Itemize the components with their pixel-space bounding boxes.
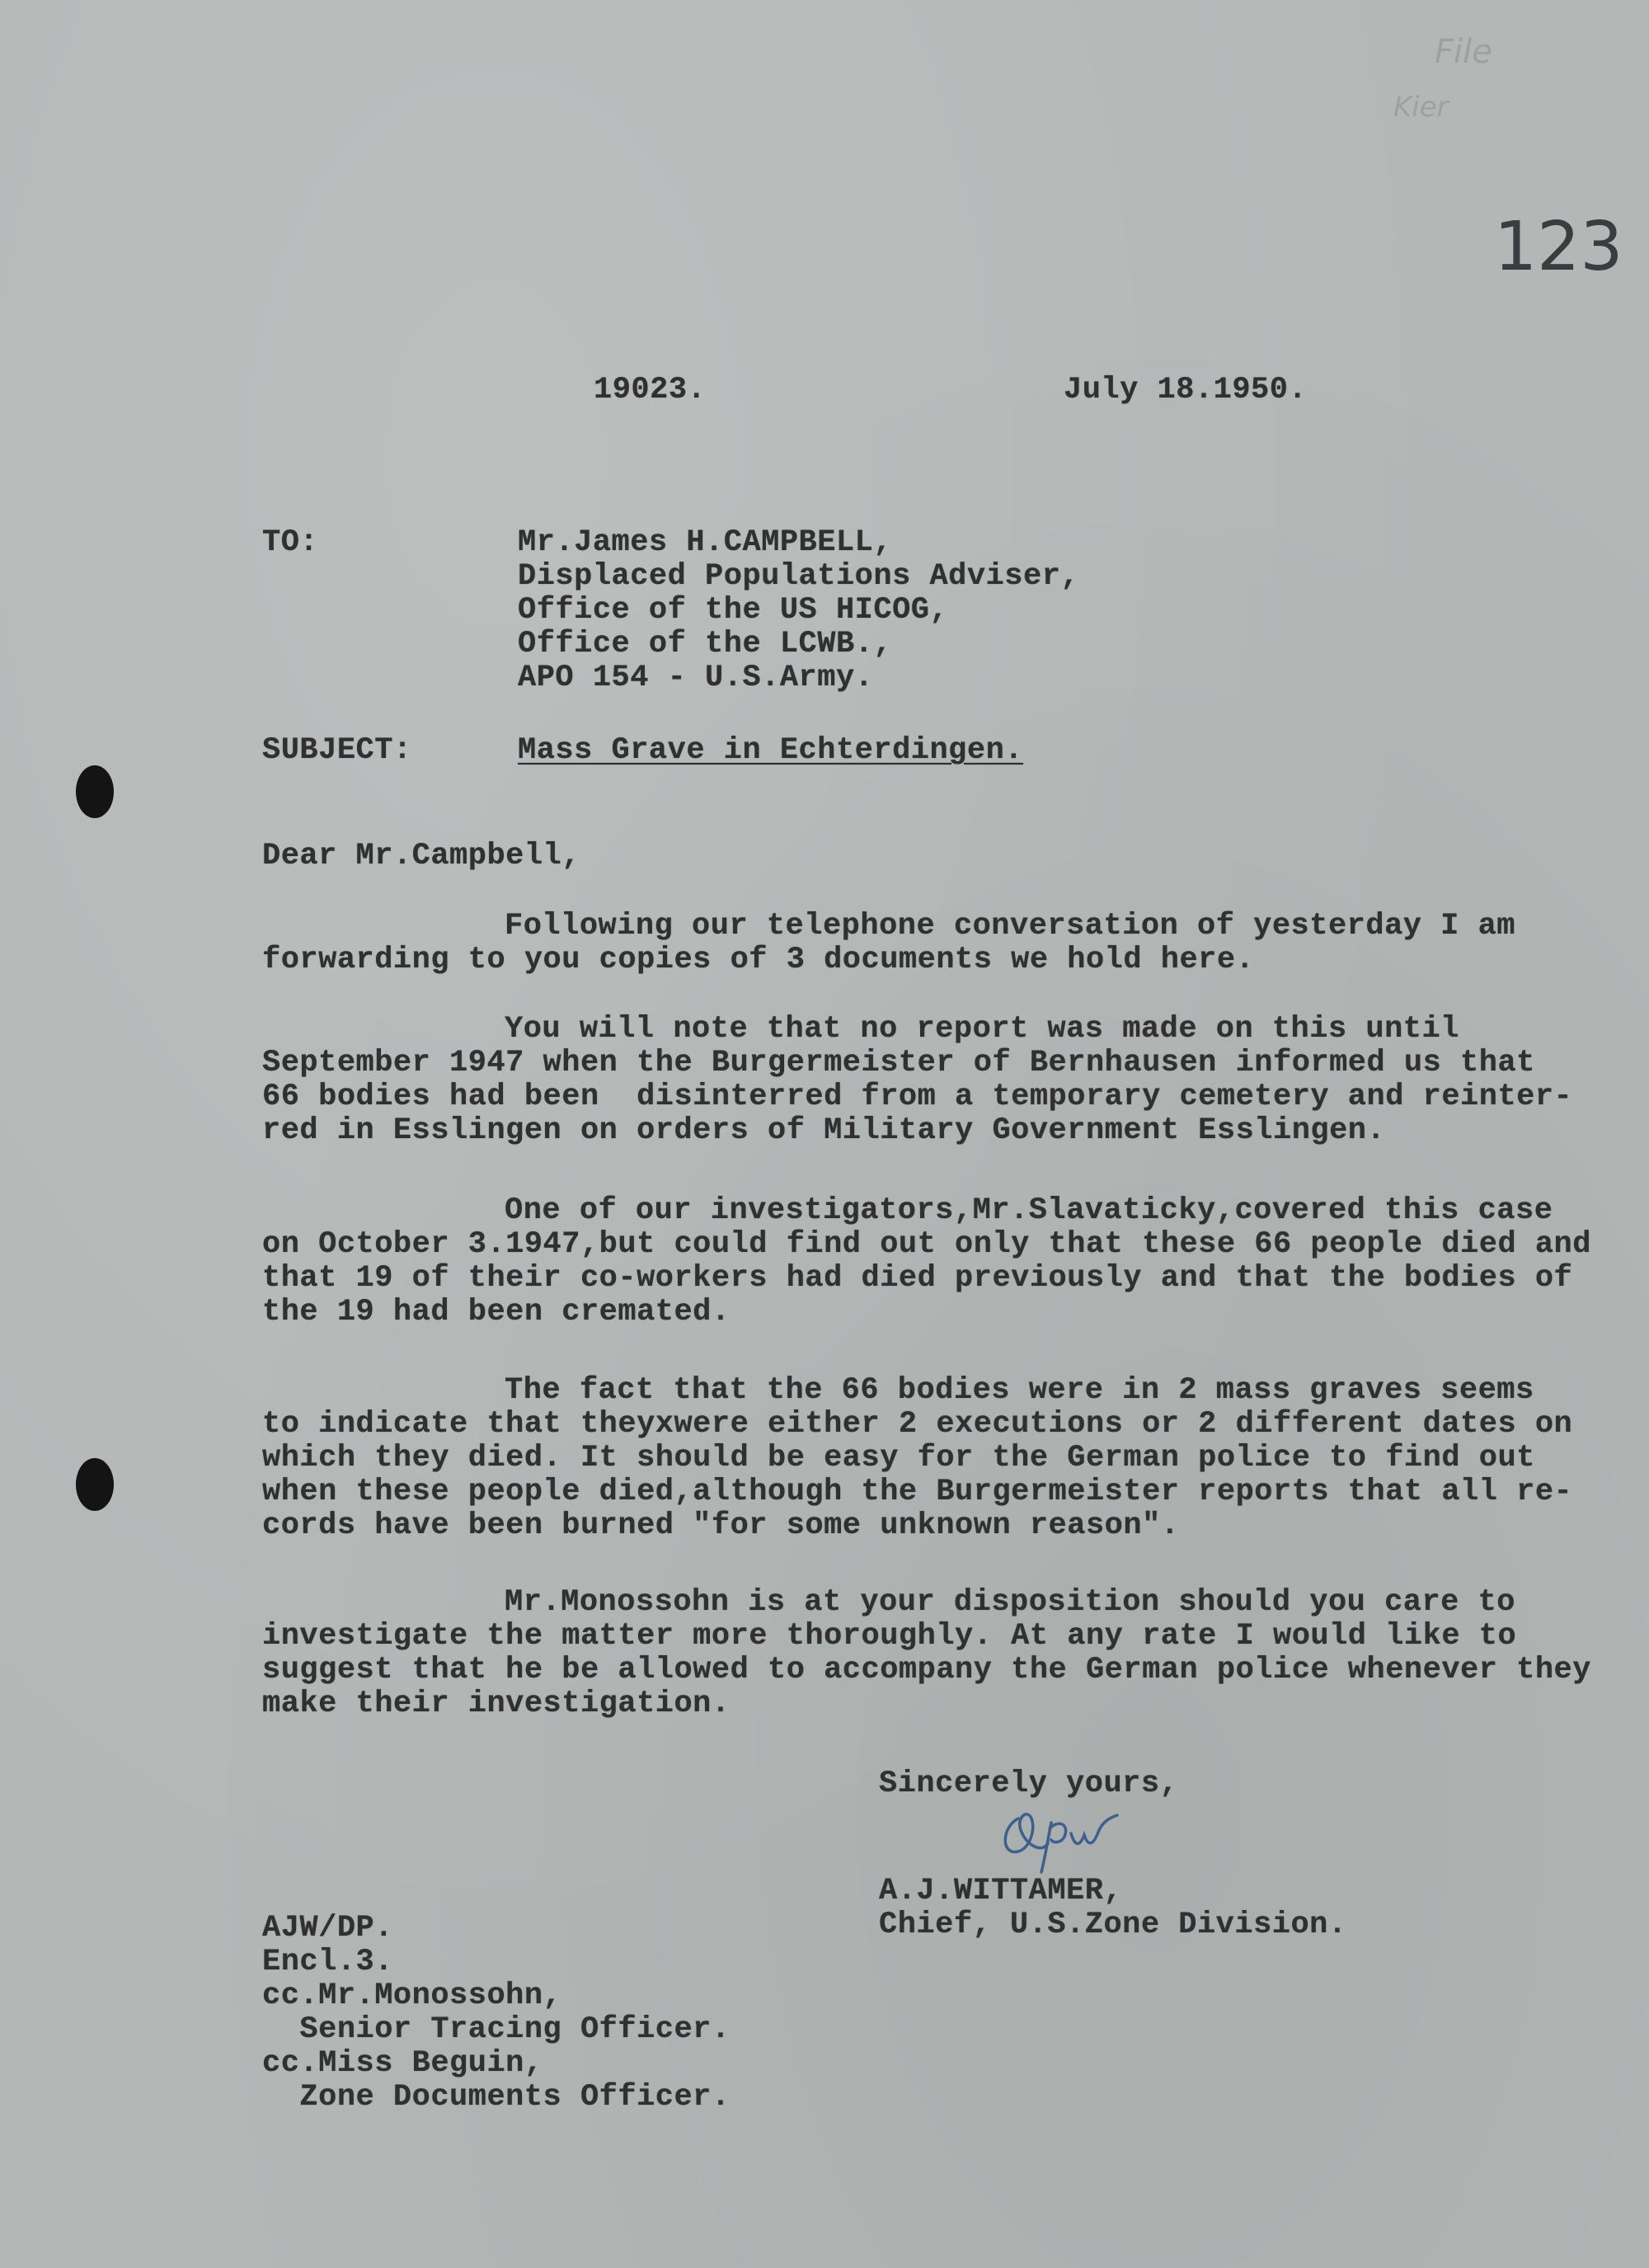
body-line: when these people died,although the Burgermeister reports that all re- [262, 1475, 1573, 1509]
reference-number: 19023. [594, 373, 707, 407]
body-line: make their investigation. [262, 1687, 731, 1721]
corner-note-line-2: Kier [1393, 91, 1449, 124]
body-line: red in Esslingen on orders of Military Government Esslingen. [262, 1113, 1386, 1148]
page-number: 123 [1494, 208, 1623, 286]
to-label: TO: [262, 525, 319, 560]
footer-line: AJW/DP. [262, 1911, 393, 1946]
body-line: which they died. It should be easy for the German police to find out [262, 1441, 1535, 1475]
body-line: to indicate that theyxwere either 2 executions or 2 different dates on [262, 1407, 1573, 1442]
body-line: that 19 of their co-workers had died previously and that the bodies of [262, 1261, 1573, 1296]
body-line: The fact that the 66 bodies were in 2 mass graves seems [505, 1373, 1534, 1408]
footer-line: Senior Tracing Officer. [262, 2012, 731, 2047]
punch-hole-bottom [76, 1458, 114, 1511]
body-line: on October 3.1947,but could find out only that these 66 people died and [262, 1227, 1591, 1262]
body-line: One of our investigators,Mr.Slavaticky,covered this case [505, 1193, 1553, 1228]
corner-note-line-1: File [1435, 33, 1492, 71]
address-line: Mr.James H.CAMPBELL, [518, 525, 893, 560]
subject-label: SUBJECT: [262, 733, 412, 768]
letter-date: July 18.1950. [1064, 373, 1308, 407]
subject-line: Mass Grave in Echterdingen. [518, 733, 1023, 768]
body-line: forwarding to you copies of 3 documents we hold here. [262, 943, 1255, 977]
body-line: cords have been burned "for some unknown reason". [262, 1508, 1180, 1543]
footer-line: cc.Miss Beguin, [262, 2046, 543, 2081]
footer-line: cc.Mr.Monossohn, [262, 1979, 562, 2013]
salutation: Dear Mr.Campbell, [262, 839, 580, 873]
footer-line: Encl.3. [262, 1945, 393, 1979]
body-line: September 1947 when the Burgermeister of Bernhausen informed us that [262, 1046, 1535, 1080]
body-line: the 19 had been cremated. [262, 1295, 731, 1329]
address-line: Office of the US HICOG, [518, 593, 949, 628]
body-line: You will note that no report was made on this until [505, 1012, 1459, 1047]
body-line: investigate the matter more thoroughly. At any rate I would like to [262, 1619, 1517, 1654]
address-line: APO 154 - U.S.Army. [518, 661, 874, 695]
address-line: Displaced Populations Adviser, [518, 559, 1080, 594]
signer-name: A.J.WITTAMER, [879, 1874, 1123, 1908]
signature-initials [994, 1794, 1134, 1876]
body-line: suggest that he be allowed to accompany the German police whenever they [262, 1653, 1591, 1687]
punch-hole-top [76, 765, 114, 818]
signer-title: Chief, U.S.Zone Division. [879, 1908, 1347, 1942]
address-line: Office of the LCWB., [518, 627, 893, 661]
footer-line: Zone Documents Officer. [262, 2080, 731, 2115]
body-line: 66 bodies had been disinterred from a temporary cemetery and reinter- [262, 1080, 1573, 1114]
body-line: Following our telephone conversation of yesterday I am [505, 909, 1515, 943]
body-line: Mr.Monossohn is at your disposition should you care to [505, 1585, 1515, 1620]
closing: Sincerely yours, [879, 1767, 1179, 1801]
